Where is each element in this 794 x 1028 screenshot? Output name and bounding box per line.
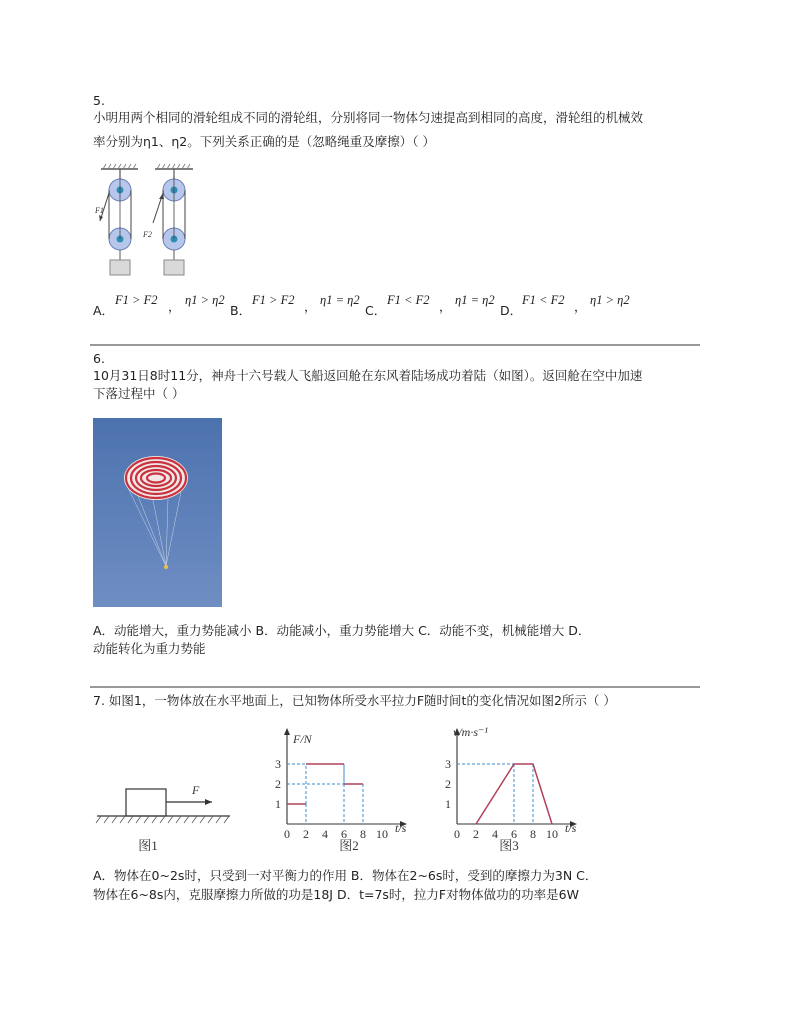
fig3-y-label: v/m·s⁻¹: [453, 725, 488, 739]
fig3-x-tick-0: 0: [454, 827, 460, 841]
option-c-comma: ，: [439, 299, 452, 314]
box-object: [126, 789, 166, 816]
fig2-x-tick-2: 2: [303, 827, 309, 841]
fig2-y-tick-3: 3: [275, 757, 281, 771]
return-capsule: [164, 565, 168, 569]
option-c-letter: C．: [365, 303, 387, 318]
fig3-y-tick-2: 2: [445, 777, 451, 791]
option-a-letter: A．: [93, 303, 115, 318]
f1-label: F1: [95, 206, 104, 215]
fig3-y-tick-1: 1: [445, 797, 451, 811]
pulley-figure: [93, 163, 203, 278]
figure-3-chart: [435, 722, 595, 858]
fig2-y-label: F/N: [293, 732, 312, 746]
fig3-x-tick-2: 2: [473, 827, 479, 841]
q7-options-line1: A．物体在0~2s时，只受到一对平衡力的作用 B．物体在2~6s时，受到的摩擦力为3N C．: [93, 868, 598, 883]
figure-1: [95, 770, 235, 855]
option-b-efficiency: η1 = η2: [320, 293, 360, 307]
q5-text-line1: 小明用两个相同的滑轮组成不同的滑轮组，分别将同一物体匀速提高到相同的高度，滑轮组的机械效: [93, 110, 644, 125]
option-d-efficiency: η1 > η2: [590, 293, 630, 307]
fig2-x-tick-8: 8: [360, 827, 366, 841]
fig2-caption: 图2: [339, 838, 359, 853]
fig3-y-tick-3: 3: [445, 757, 451, 771]
fig3-x-tick-10: 10: [546, 827, 558, 841]
option-d-comma: ，: [574, 299, 587, 314]
fig3-x-label: t/s: [565, 821, 577, 835]
ceiling-right: [155, 164, 193, 169]
f2-label: F2: [143, 230, 152, 239]
option-b-comma: ，: [304, 299, 317, 314]
q6-options-line2: 动能转化为重力势能: [93, 641, 206, 656]
divider-q6-q7: [90, 686, 700, 688]
q7-options-line2: 物体在6~8s内，克服摩擦力所做的功是18J D．t=7s时，拉力F对物体做功的功率是6W: [93, 887, 579, 902]
option-a-efficiency: η1 > η2: [185, 293, 225, 307]
q5-number: 5.: [93, 93, 105, 108]
option-c-efficiency: η1 = η2: [455, 293, 495, 307]
parachute-canopy: [124, 456, 188, 500]
weight-block-left: [110, 260, 130, 275]
weight-block-right: [164, 260, 184, 275]
fig3-x-tick-6: 6: [511, 827, 517, 841]
q5-text-line2: 率分别为η1、η2。下列关系正确的是（忽略绳重及摩擦）（ ）: [93, 134, 435, 149]
ceiling-left: [101, 164, 138, 169]
fig2-y-tick-2: 2: [275, 777, 281, 791]
fig2-x-label: t/s: [395, 821, 407, 835]
parachute-photo: [93, 418, 222, 607]
q5-options: [93, 293, 653, 318]
q6-text-line2: 下落过程中（ ）: [93, 386, 185, 401]
q6-number: 6.: [93, 351, 105, 366]
option-b-force: F1 > F2: [252, 293, 295, 307]
q6-text-line1: 10月31日8时11分，神舟十六号载人飞船返回舱在东风着陆场成功着陆（如图）。返回舱在空中加速: [93, 368, 643, 383]
option-c-force: F1 < F2: [387, 293, 430, 307]
fig1-caption: 图1: [138, 838, 158, 853]
option-d-letter: D．: [500, 303, 523, 318]
fig2-x-tick-4: 4: [322, 827, 328, 841]
force-label: F: [192, 783, 200, 797]
fig3-x-tick-8: 8: [530, 827, 536, 841]
q7-text-line1: 7. 如图1，一物体放在水平地面上，已知物体所受水平拉力F随时间t的变化情况如图2所示（ ）: [93, 693, 616, 708]
fig3-x-tick-4: 4: [492, 827, 498, 841]
option-a-comma: ，: [168, 299, 181, 314]
option-a-force: F1 > F2: [115, 293, 158, 307]
fig2-y-tick-1: 1: [275, 797, 281, 811]
option-d-force: F1 < F2: [522, 293, 565, 307]
fig2-x-tick-0: 0: [284, 827, 290, 841]
fig2-x-tick-10: 10: [376, 827, 388, 841]
fig3-caption: 图3: [499, 838, 519, 853]
divider-q5-q6: [90, 344, 700, 346]
q6-options-line1: A．动能增大，重力势能减小 B．动能减小，重力势能增大 C．动能不变，机械能增大 D．: [93, 623, 591, 638]
figure-2-chart: [265, 722, 425, 858]
option-b-letter: B．: [230, 303, 252, 318]
fig2-x-tick-6: 6: [341, 827, 347, 841]
